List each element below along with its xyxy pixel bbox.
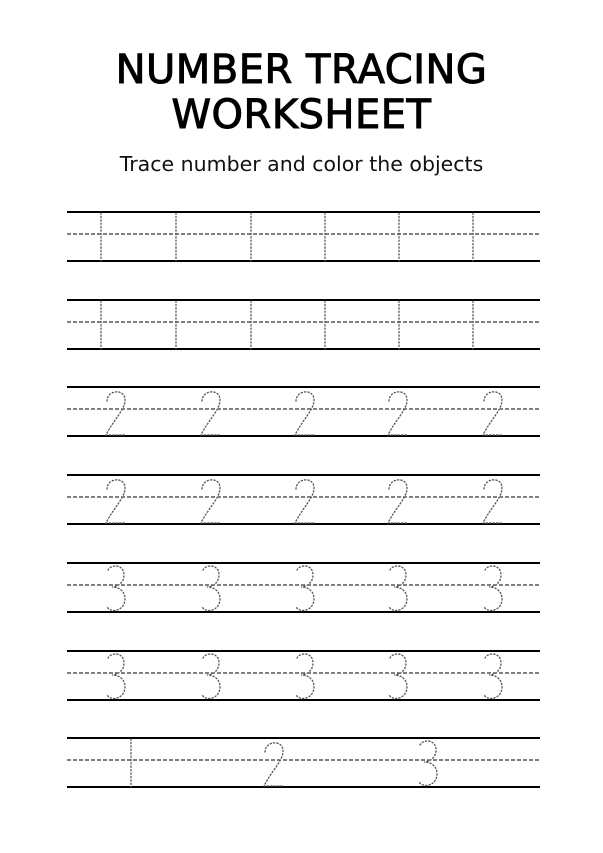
- tracing-guide-svg: [0, 210, 603, 266]
- tracing-row-3: [0, 385, 603, 441]
- worksheet-title-line-1: NUMBER TRACING: [115, 47, 488, 93]
- tracing-row-5: [0, 561, 603, 617]
- dotted-digit-2: [201, 392, 221, 435]
- dotted-digit-2: [295, 480, 315, 523]
- dotted-digit-3: [389, 654, 407, 698]
- tracing-row-6: [0, 649, 603, 705]
- tracing-guide-svg: [0, 649, 603, 705]
- dotted-digit-3: [296, 566, 314, 610]
- dotted-digit-3: [419, 741, 437, 785]
- dotted-digit-3: [202, 654, 220, 698]
- dotted-digit-3: [484, 566, 502, 610]
- tracing-row-4: [0, 473, 603, 529]
- tracing-row-1: [0, 210, 603, 266]
- dotted-digit-3: [484, 654, 502, 698]
- tracing-row-7: [0, 736, 603, 792]
- tracing-guide-svg: [0, 473, 603, 529]
- tracing-guide-svg: [0, 736, 603, 792]
- tracing-guide-svg: [0, 385, 603, 441]
- dotted-digit-3: [107, 566, 125, 610]
- worksheet-instruction: Trace number and color the objects: [119, 152, 484, 176]
- dotted-digit-3: [296, 654, 314, 698]
- dotted-digit-2: [483, 392, 503, 435]
- tracing-row-2: [0, 298, 603, 354]
- tracing-guide-svg: [0, 561, 603, 617]
- dotted-digit-2: [483, 480, 503, 523]
- dotted-digit-3: [389, 566, 407, 610]
- dotted-digit-2: [106, 392, 126, 435]
- dotted-digit-2: [388, 392, 408, 435]
- dotted-digit-3: [107, 654, 125, 698]
- dotted-digit-2: [201, 480, 221, 523]
- dotted-digit-3: [202, 566, 220, 610]
- worksheet-title-line-2: WORKSHEET: [171, 92, 432, 138]
- dotted-digit-2: [295, 392, 315, 435]
- dotted-digit-2: [388, 480, 408, 523]
- dotted-digit-2: [106, 480, 126, 523]
- dotted-digit-2: [264, 743, 284, 786]
- tracing-guide-svg: [0, 298, 603, 354]
